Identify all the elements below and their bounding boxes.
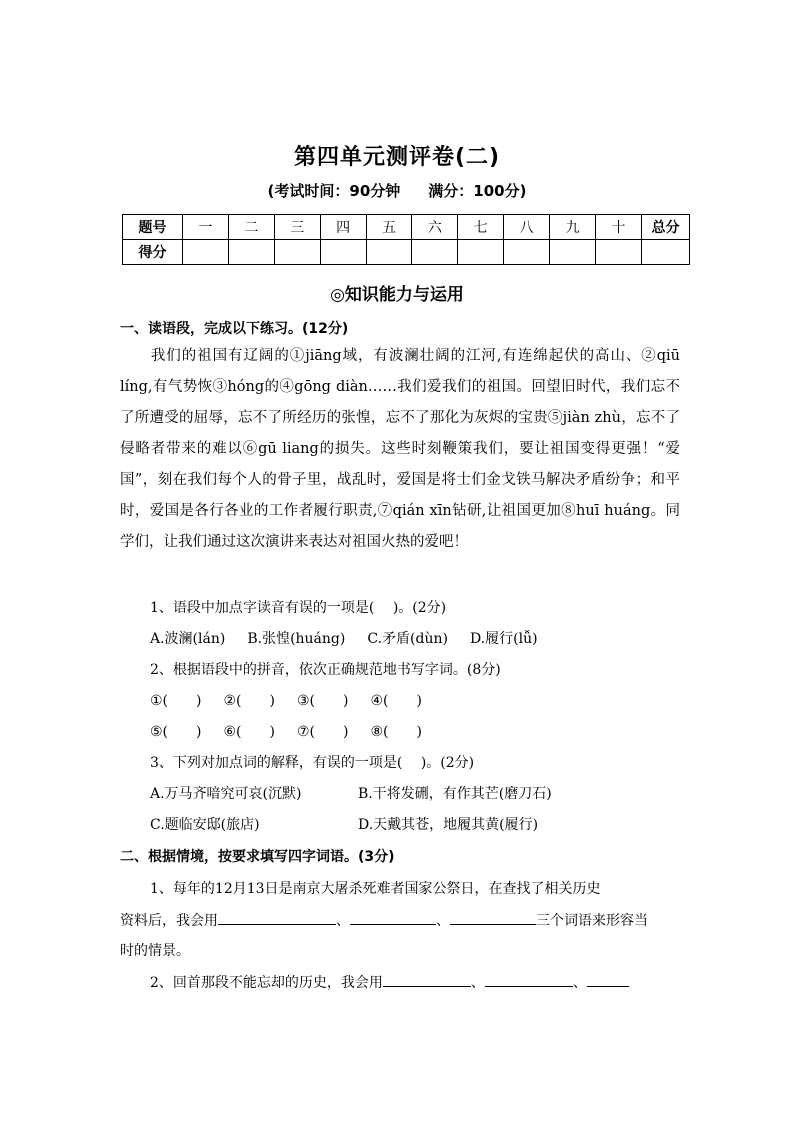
- option-c[interactable]: C.矛盾(dùn): [367, 631, 448, 647]
- score-col: 一: [183, 215, 229, 240]
- q1-sub1-prompt: 1、语段中加点字读音有误的一项是( )。(2分): [150, 600, 447, 616]
- q1-sub2-row1: [150, 690, 422, 710]
- score-col: 十: [596, 215, 642, 240]
- option-b[interactable]: B.张惶(huáng): [247, 631, 346, 647]
- q2-item2-prefix: 2、回首那段不能忘却的历史，我会用: [150, 975, 383, 991]
- score-col: 三: [274, 215, 320, 240]
- score-row-label: 得分: [123, 240, 183, 265]
- question2-heading: 二、根据情境，按要求填写四字词语。(3分): [120, 849, 395, 865]
- fill-blank[interactable]: [450, 909, 536, 925]
- q1-sub3-option-d[interactable]: D.天戴其苍，地履其黄(履行): [358, 817, 539, 833]
- exam-subtitle: [0, 180, 794, 201]
- score-col: 二: [228, 215, 274, 240]
- fill-blank[interactable]: [587, 971, 629, 987]
- q1-sub3-option-a[interactable]: A.万马齐喑究可哀(沉默): [150, 786, 302, 802]
- fill-blank[interactable]: [218, 909, 336, 925]
- score-table-header-row: [123, 215, 690, 240]
- q1-sub2-row2: [150, 721, 422, 741]
- score-col: 四: [320, 215, 366, 240]
- q2-item1-prefix: 资料后，我会用: [120, 913, 218, 929]
- option-a[interactable]: A.波澜(lán): [150, 631, 226, 647]
- q2-item1-line2: [120, 909, 648, 930]
- score-col: 五: [366, 215, 412, 240]
- section-heading-knowledge: ◎知识能力与运用: [330, 285, 464, 305]
- separator: 、: [572, 975, 587, 991]
- answer-slot-2[interactable]: ②( ): [223, 693, 275, 709]
- answer-slot-3[interactable]: ③( ): [296, 693, 349, 709]
- score-table-header-label: 题号: [123, 215, 183, 240]
- exam-total-score: 满分：100分): [428, 182, 527, 200]
- answer-slot-5[interactable]: ⑤( ): [150, 724, 202, 740]
- score-cell[interactable]: [183, 240, 229, 265]
- answer-slot-7[interactable]: ⑦( ): [296, 724, 349, 740]
- separator: 、: [470, 975, 485, 991]
- score-cell[interactable]: [550, 240, 596, 265]
- score-cell[interactable]: [274, 240, 320, 265]
- exam-title: 第四单元测评卷(二): [293, 145, 501, 170]
- answer-slot-8[interactable]: ⑧( ): [370, 724, 422, 740]
- q1-sub3-prompt: 3、下列对加点词的解释，有误的一项是( )。(2分): [150, 755, 475, 771]
- exam-time: (考试时间：90分钟: [267, 182, 401, 200]
- q2-item2-line: [150, 971, 629, 992]
- score-col: 八: [504, 215, 550, 240]
- option-d[interactable]: D.履行(lǚ): [469, 631, 538, 647]
- q1-sub3-option-c[interactable]: C.题临安邸(旅店): [150, 817, 260, 833]
- score-cell[interactable]: [228, 240, 274, 265]
- q2-item1-suffix: 三个词语来形容当: [536, 913, 648, 929]
- q2-item1-line1: 1、每年的12月13日是南京大屠杀死难者国家公祭日，在查找了相关历史: [150, 881, 601, 897]
- answer-slot-4[interactable]: ④( ): [370, 693, 422, 709]
- question1-heading: 一、读语段，完成以下练习。(12分): [120, 321, 349, 337]
- question1-passage: 我们的祖国有辽阔的①jiāng域，有波澜壮阔的江河,有连绵起伏的高山、②qiū líng,有气势恢③hóng的④gōng diàn……我们爱我们的祖国。回望旧时代，我们忘不了所遭受的屈辱，忘不了所经历的张惶，忘不了那化为灰烬的宝贵⑤jiàn zhù，忘不了侵略者带来的难以⑥gū liang的损失。这些时刻鞭策我们，要让祖国变得更强！“爱国”，刻在我们每个人的骨子里，战乱时，爱国是将士们金戈铁马解决矛盾纷争；和平时，爱国是各行各业的工作者履行职责,⑦qián xīn钻研,让祖国更加⑧huī huáng。同学们，让我们通过这次演讲来表达对祖国火热的爱吧！: [120, 348, 680, 550]
- separator: 、: [436, 913, 450, 929]
- score-cell[interactable]: [320, 240, 366, 265]
- answer-slot-6[interactable]: ⑥( ): [223, 724, 275, 740]
- score-cell[interactable]: [504, 240, 550, 265]
- score-col: 九: [550, 215, 596, 240]
- score-table: [122, 214, 690, 265]
- q1-sub1-options: [150, 628, 538, 648]
- fill-blank[interactable]: [383, 971, 471, 987]
- q1-sub2-prompt: 2、根据语段中的拼音，依次正确规范地书写字词。(8分): [150, 662, 501, 678]
- score-col: 六: [412, 215, 458, 240]
- score-cell[interactable]: [458, 240, 504, 265]
- score-cell[interactable]: [366, 240, 412, 265]
- score-cell[interactable]: [642, 240, 690, 265]
- q1-sub3-option-b[interactable]: B.干将发硎，有作其芒(磨刀石): [358, 786, 552, 802]
- separator: 、: [336, 913, 350, 929]
- answer-slot-1[interactable]: ①( ): [150, 693, 202, 709]
- score-table-score-row: [123, 240, 690, 265]
- score-col: 七: [458, 215, 504, 240]
- score-cell[interactable]: [412, 240, 458, 265]
- score-cell[interactable]: [596, 240, 642, 265]
- q2-item1-line3: 时的情景。: [120, 943, 190, 959]
- fill-blank[interactable]: [485, 971, 573, 987]
- score-col-total: 总分: [642, 215, 690, 240]
- fill-blank[interactable]: [350, 909, 436, 925]
